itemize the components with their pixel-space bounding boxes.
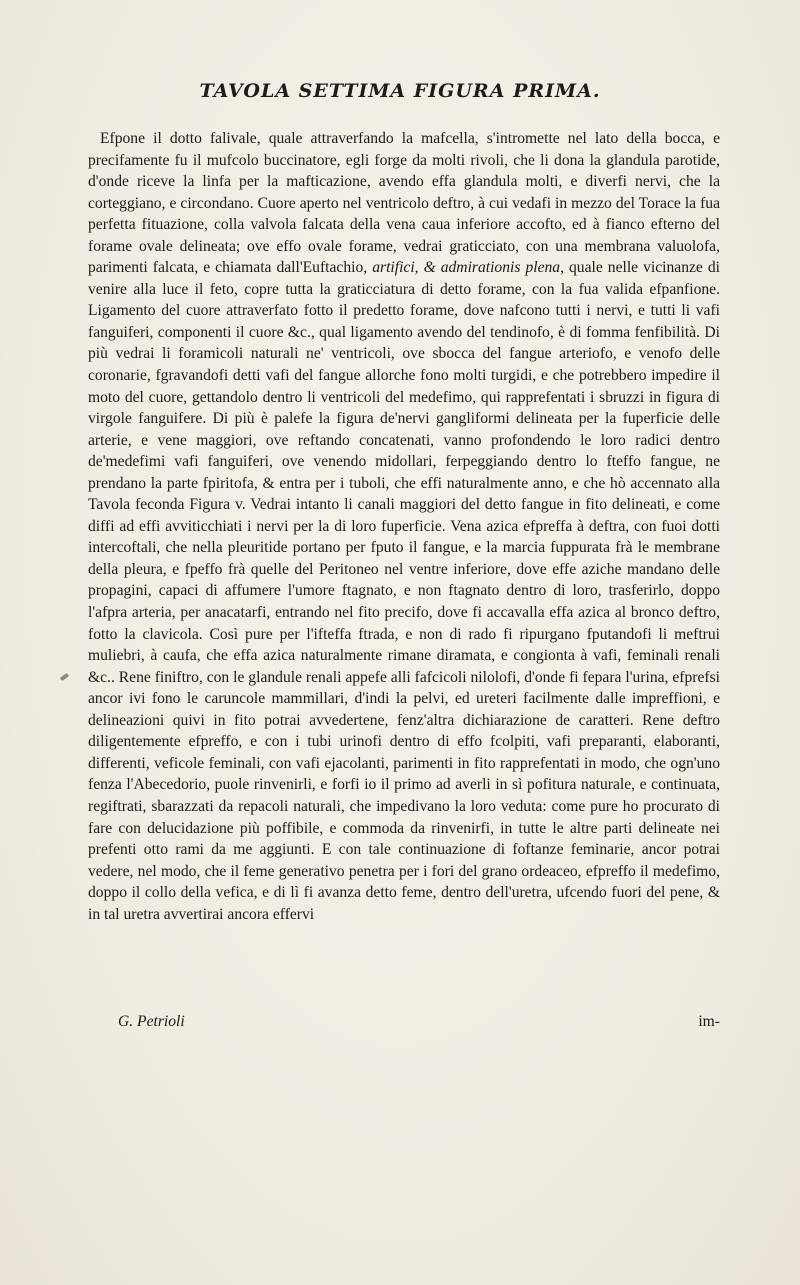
ink-speck bbox=[60, 673, 70, 681]
running-head: TAVOLA SETTIMA FIGURA PRIMA. bbox=[199, 80, 601, 102]
catchword: im- bbox=[698, 1013, 720, 1030]
page-footer bbox=[88, 1013, 720, 1035]
paragraph-before: Efpone il dotto falivale, quale attraverfando la mafcella, s'intromette nel lato della bocca, e precifamente fu il mufcolo buccinatore, egli forge da molti rivoli, che li dona la glandula parotide, d'onde riceve la linfa per la mafticazione, avendo effa glandula molti, e diverfi nervi, che la corteggiano, e circondano. Cuore aperto nel ventricolo deftro, à cui vedafi in mezzo del Torace la fua perfetta fituazione, colla valvola falcata della vena caua inferiore accofto, ed à fianco efterno del forame ovale delineata; ove effo ovale forame, vedrai graticciato, con una membrana valuolofa, parimenti falcata, e chiamata dall'Euftachio, bbox=[88, 130, 720, 277]
paragraph-after: , quale nelle vicinanze di venire alla luce il feto, copre tutta la graticciatura di detto forame, con la fua valida efpanfione. Ligamento del cuore attraverfato fotto il predetto forame, dove nafcono tutti i nervi, e tutti li vafi fanguiferi, componenti il cuore &c., qual ligamento avendo del tendinofo, è di fomma fenfibilità. Di più vedrai li foramicoli naturali ne' ventricoli, ove sbocca del fangue arteriofo, e venofo delle coronarie, fgravandofi detti vafi del fangue allorche fono molti turgidi, e che potrebbero impedire il moto del cuore, gettandolo dentro li ventricoli del medefimo, qui rapprefentati i sbruzzi in figura di virgole fanguifere. Di più è palefe la figura de'nervi gangliformi delineata per la fuperficie delle arterie, e vene maggiori, ove reftando concatenati, vanno profondendo le loro radici dentro de'medefimi vafi fanguiferi, ove venendo midollari, ferpeggiando dentro lo fteffo fangue, ne prendano la parte fpiritofa, & entra per i tuboli, che effi naturalmente anno, e che hò accennato alla Tavola feconda Figura v. Vedrai intanto li canali maggiori del detto fangue in fito delineati, e come diffi ad effi avviticchiati i nervi per la di loro fuperficie. Vena azica efpreffa à deftra, con fuoi dotti intercoftali, che nella pleuritide portano per fputo il fangue, e la marcia fuppurata frà le membrane della pleura, e fpeffo frà quelle del Peritoneo nel ventre inferiore, dove effe aziche mandano delle propagini, capaci di affumere l'umore ftagnato, e non ftagnato dentro di loro, trasferirlo, doppo l'afpra arteria, per anacatarfi, entrando nel fito precifo, dove fi accavalla effa azica al bronco deftro, fotto la clavicola. Così pure per l'ifteffa ftrada, e non di rado fi ripurgano fputandofi li meftrui muliebri, à caufa, che effa azica naturalmente rimane diramata, e congionta à vafi, feminali renali &c.. Rene finiftro, con le glandule renali appefe alli fafcicoli nilolofi, d'onde fi fepara l'urina, efprefsi ancor ivi fono le caruncole mammillari, d'indi la pelvi, ed ureteri facilmente dalle impreffioni, e delineazioni quivi in fito potrai avvedertene, fenz'altra dichiarazione de caratteri. Rene deftro diligentemente efpreffo, e con i tubi urinofi dentro di effo fcolpiti, vafi preparanti, elaboranti, differenti, veficole feminali, con vafi ejacolanti, parimenti in fito rapprefentati in modo, che ogn'uno fenza l'Abecedorio, puole rinvenirli, e forfi io il primo ad averli in sì pofitura naturale, e continuata, regiftrati, sbarazzati da repacoli naturali, che impedivano la loro veduta: come pure ho procurato di fare con delucidazione più poffibile, e commoda da rinvenirfi, in tutte le altre parti delineate nei prefenti otto rami da me aggiunti. E con tale continuazione di foftanze feminarie, ancor potrai vedere, nel modo, che il feme generativo penetra per i fori del grano ordeaceo, efpreffo il medefimo, doppo il collo della vefica, e di lì fi avanza detto feme, dentro dell'uretra, ufcendo fuori del pene, & in tal uretra avvertirai ancora effervi bbox=[88, 259, 721, 923]
body-text bbox=[88, 128, 720, 925]
italic-phrase: artifici, & admirationis plena bbox=[372, 259, 561, 277]
signature-mark: G. Petrioli bbox=[118, 1013, 185, 1030]
